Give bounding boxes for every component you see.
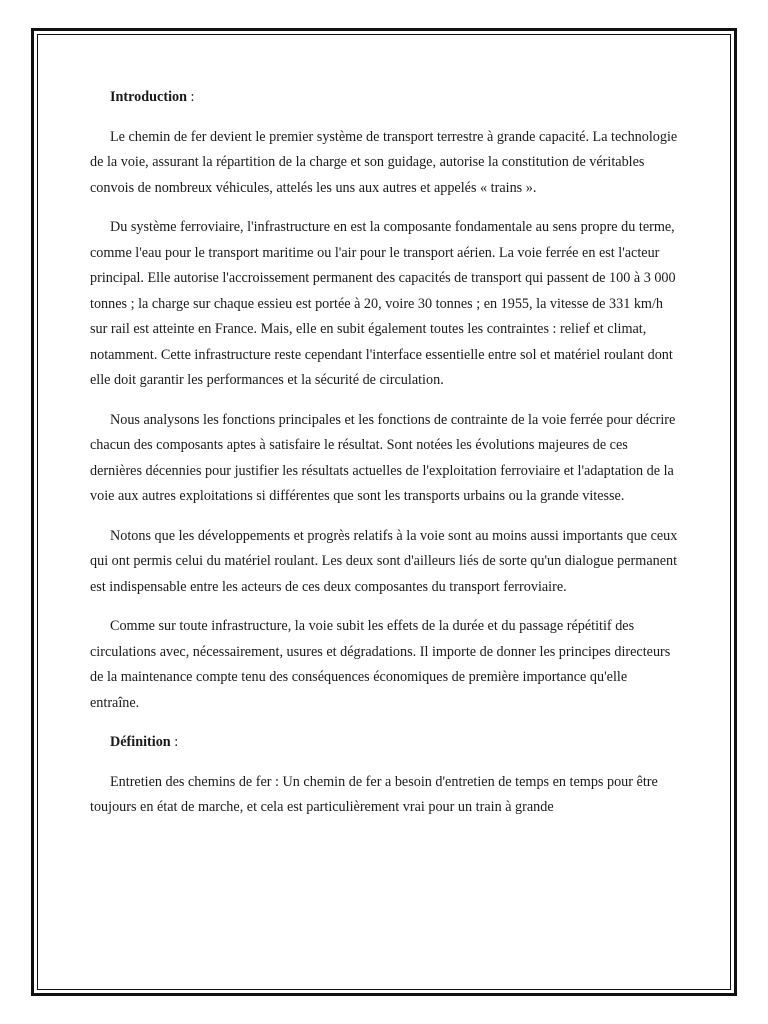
intro-paragraph-5: Comme sur toute infrastructure, la voie subit les effets de la durée et du passage répétitif des circulations avec, nécessairement, usures et dégradations. Il importe de donner les principes directeurs de la maintenance compte tenu des conséquences économiques de première importance qu'elle entraîne. — [90, 618, 671, 711]
intro-paragraph-4: Notons que les développements et progrès relatifs à la voie sont au moins aussi importants que ceux qui ont permis celui du matériel roulant. Les deux sont d'ailleurs liés de sorte qu'un dialogue permanent est indispensable entre les acteurs de ces deux composantes du transport ferroviaire. — [90, 527, 678, 595]
intro-paragraph-1: Le chemin de fer devient le premier système de transport terrestre à grande capacité. La technologie de la voie, assurant la répartition de la charge et son guidage, autorise la constitution de véritables convois de nombreux véhicules, attelés les uns aux autres et appelés « trains ». — [90, 128, 678, 196]
definition-heading-title: Définition — [110, 734, 171, 750]
definition-heading-suffix: : — [170, 734, 179, 750]
introduction-heading-suffix: : — [187, 89, 195, 105]
definition-paragraph-1: Entretien des chemins de fer : Un chemin de fer a besoin d'entretien de temps en temps pour être toujours en état de marche, et cela est particulièrement vrai pour un train à grande — [90, 773, 658, 815]
intro-paragraph-2: Du système ferroviaire, l'infrastructure en est la composante fondamentale au sens propre du terme, comme l'eau pour le transport maritime ou l'air pour le transport aérien. La voie ferrée en est l'acteur principal. Elle autorise l'accroissement permanent des capacités de transport qui passent de 100 à 3 000 tonnes ; la charge sur chaque essieu est portée à 20, voire 30 tonnes ; en 1955, la vitesse de 331 km/h sur rail est atteinte en France. Mais, elle en subit également toutes les contraintes : relief et climat, notamment. Cette infrastructure reste cependant l'interface essentielle entre sol et matériel roulant dont elle doit garantir les performances et la sécurité de circulation. — [90, 219, 676, 388]
definition-heading — [90, 730, 678, 756]
introduction-heading — [90, 85, 678, 111]
introduction-heading-title: Introduction — [110, 89, 187, 105]
document-body — [90, 85, 678, 821]
intro-paragraph-3: Nous analysons les fonctions principales et les fonctions de contrainte de la voie ferrée pour décrire chacun des composants aptes à satisfaire le résultat. Sont notées les évolutions majeures de ces dernières décennies pour justifier les résultats actuelles de l'exploitation ferroviaire et l'adaptation de la voie aux autres exploitations si différentes que sont les transports urbains ou la grande vitesse. — [90, 411, 676, 504]
